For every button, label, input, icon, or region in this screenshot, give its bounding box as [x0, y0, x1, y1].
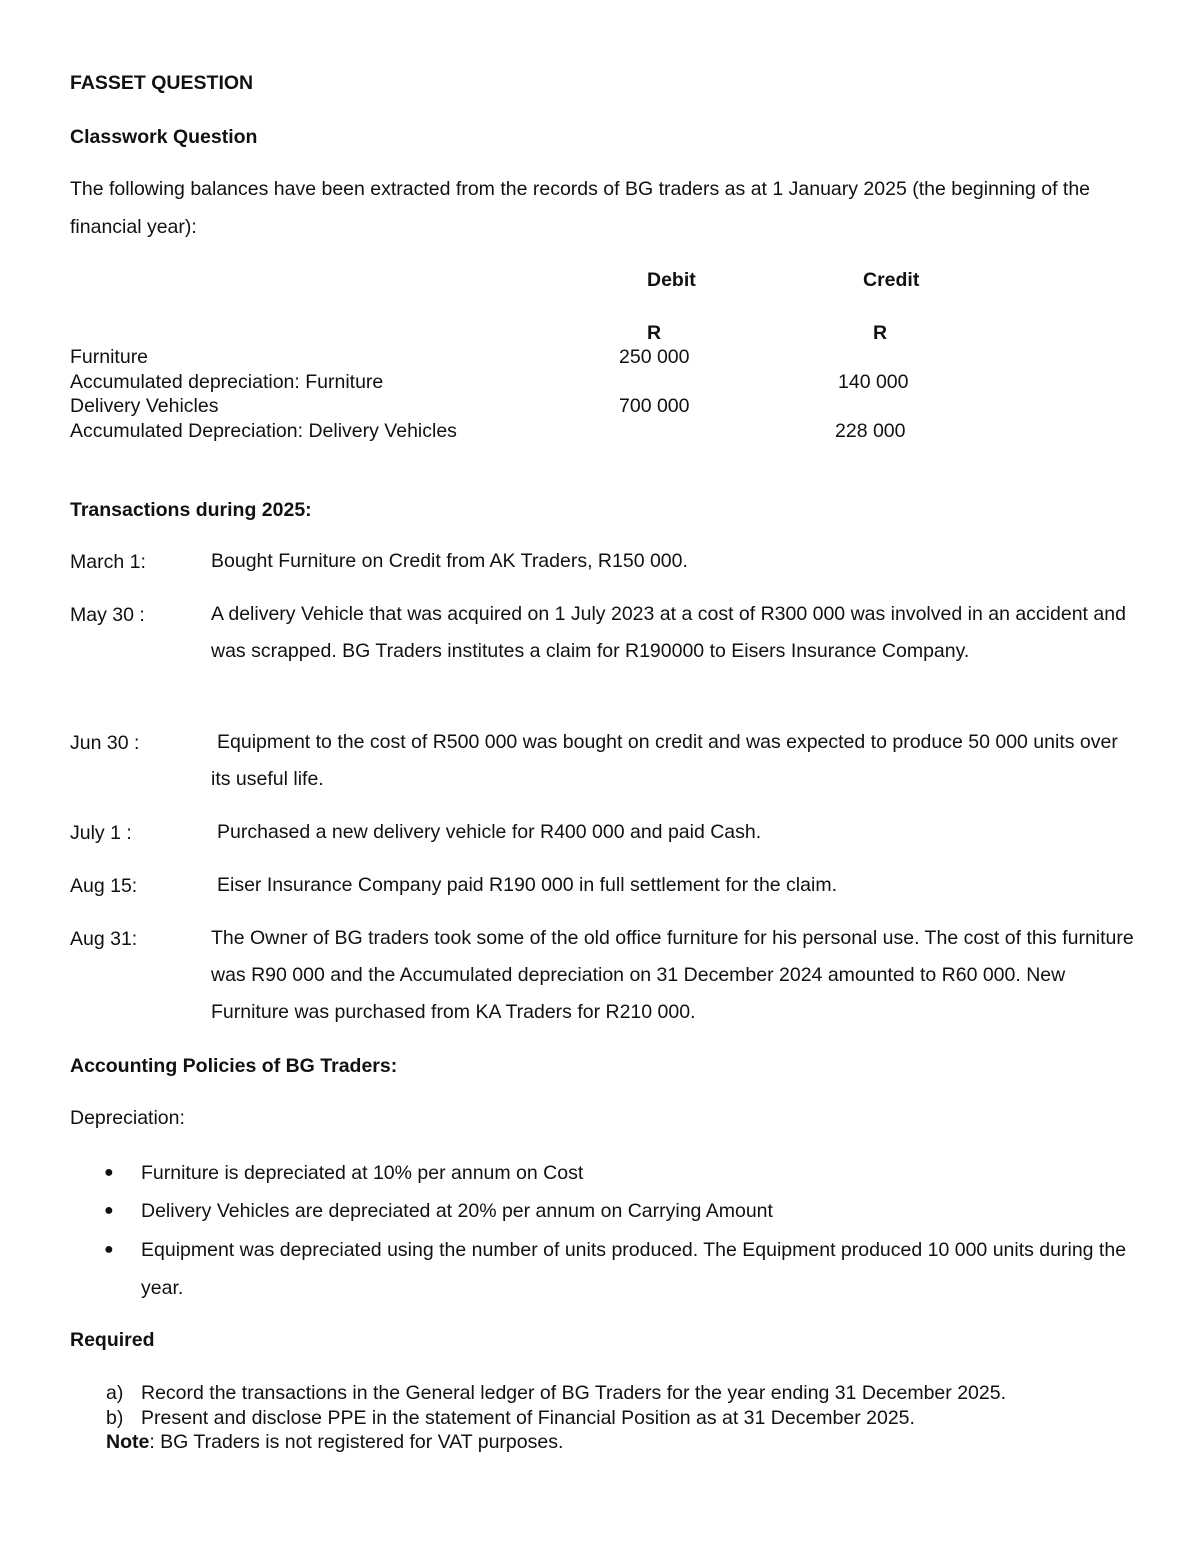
bullet-icon: ● — [104, 1202, 114, 1219]
required-heading: Required — [70, 1329, 155, 1351]
required-item: Record the transactions in the General ledger of BG Traders for the year ending 31 December 2025. — [141, 1382, 1006, 1404]
transactions-heading: Transactions during 2025: — [70, 499, 312, 521]
intro-paragraph: The following balances have been extracted from the records of BG traders as at 1 January 2025 (the beginning of the financial year): — [70, 178, 1091, 238]
balance-debit: 700 000 — [619, 395, 690, 417]
balance-account: Accumulated Depreciation: Delivery Vehicles — [70, 420, 457, 442]
policies-heading: Accounting Policies of BG Traders: — [70, 1055, 398, 1077]
transaction-text: Eiser Insurance Company paid R190 000 in full settlement for the claim. — [217, 874, 837, 896]
transaction-text: A delivery Vehicle that was acquired on 1 July 2023 at a cost of R300 000 was involved in an accident and was scrapped. BG Traders institutes a claim for R190000 to Eisers Insurance Company. — [211, 603, 1126, 662]
bullet-icon: ● — [104, 1241, 114, 1258]
bullet-icon: ● — [104, 1164, 114, 1181]
transaction-date: Aug 15: — [70, 875, 138, 897]
balance-account: Furniture — [70, 346, 149, 368]
debit-header: Debit — [647, 269, 696, 291]
required-item: Present and disclose PPE in the statement of Financial Position as at 31 December 2025. — [141, 1407, 915, 1429]
transaction-date: May 30 : — [70, 604, 145, 626]
policy-item: Delivery Vehicles are depreciated at 20% per annum on Carrying Amount — [141, 1200, 773, 1222]
note-label: Note — [106, 1431, 150, 1453]
required-letter: a) — [106, 1382, 124, 1404]
transaction-date: July 1 : — [70, 822, 132, 844]
balance-credit: 140 000 — [838, 371, 909, 393]
debit-currency: R — [647, 322, 662, 344]
balance-account: Accumulated depreciation: Furniture — [70, 371, 384, 393]
balance-debit: 250 000 — [619, 346, 690, 368]
policy-item: Equipment was depreciated using the number of units produced. The Equipment produced 10 000 units during the year. — [141, 1239, 1127, 1299]
balance-account: Delivery Vehicles — [70, 395, 219, 417]
transaction-date: March 1: — [70, 551, 146, 573]
credit-currency: R — [873, 322, 888, 344]
transaction-date: Jun 30 : — [70, 732, 140, 754]
transaction-text: The Owner of BG traders took some of the old office furniture for his personal use. The cost of this furniture was R90 000 and the Accumulated depreciation on 31 December 2024 amounted to R60 000. New Furniture was purchased from KA Traders for R210 000. — [211, 927, 1134, 1023]
transaction-text: Bought Furniture on Credit from AK Traders, R150 000. — [211, 550, 688, 572]
document-subtitle: Classwork Question — [70, 126, 258, 148]
transaction-text: Equipment to the cost of R500 000 was bought on credit and was expected to produce 50 000 units over its useful life. — [211, 731, 1118, 790]
balance-credit: 228 000 — [835, 420, 906, 442]
note-text: : BG Traders is not registered for VAT purposes. — [149, 1431, 564, 1453]
transaction-date: Aug 31: — [70, 928, 138, 950]
policy-item: Furniture is depreciated at 10% per annum on Cost — [141, 1162, 584, 1184]
transaction-text: Purchased a new delivery vehicle for R400 000 and paid Cash. — [217, 821, 762, 843]
required-letter: b) — [106, 1407, 124, 1429]
vat-note — [106, 1431, 563, 1454]
depreciation-label: Depreciation: — [70, 1107, 185, 1129]
document-title: FASSET QUESTION — [70, 72, 254, 94]
credit-header: Credit — [863, 269, 920, 291]
